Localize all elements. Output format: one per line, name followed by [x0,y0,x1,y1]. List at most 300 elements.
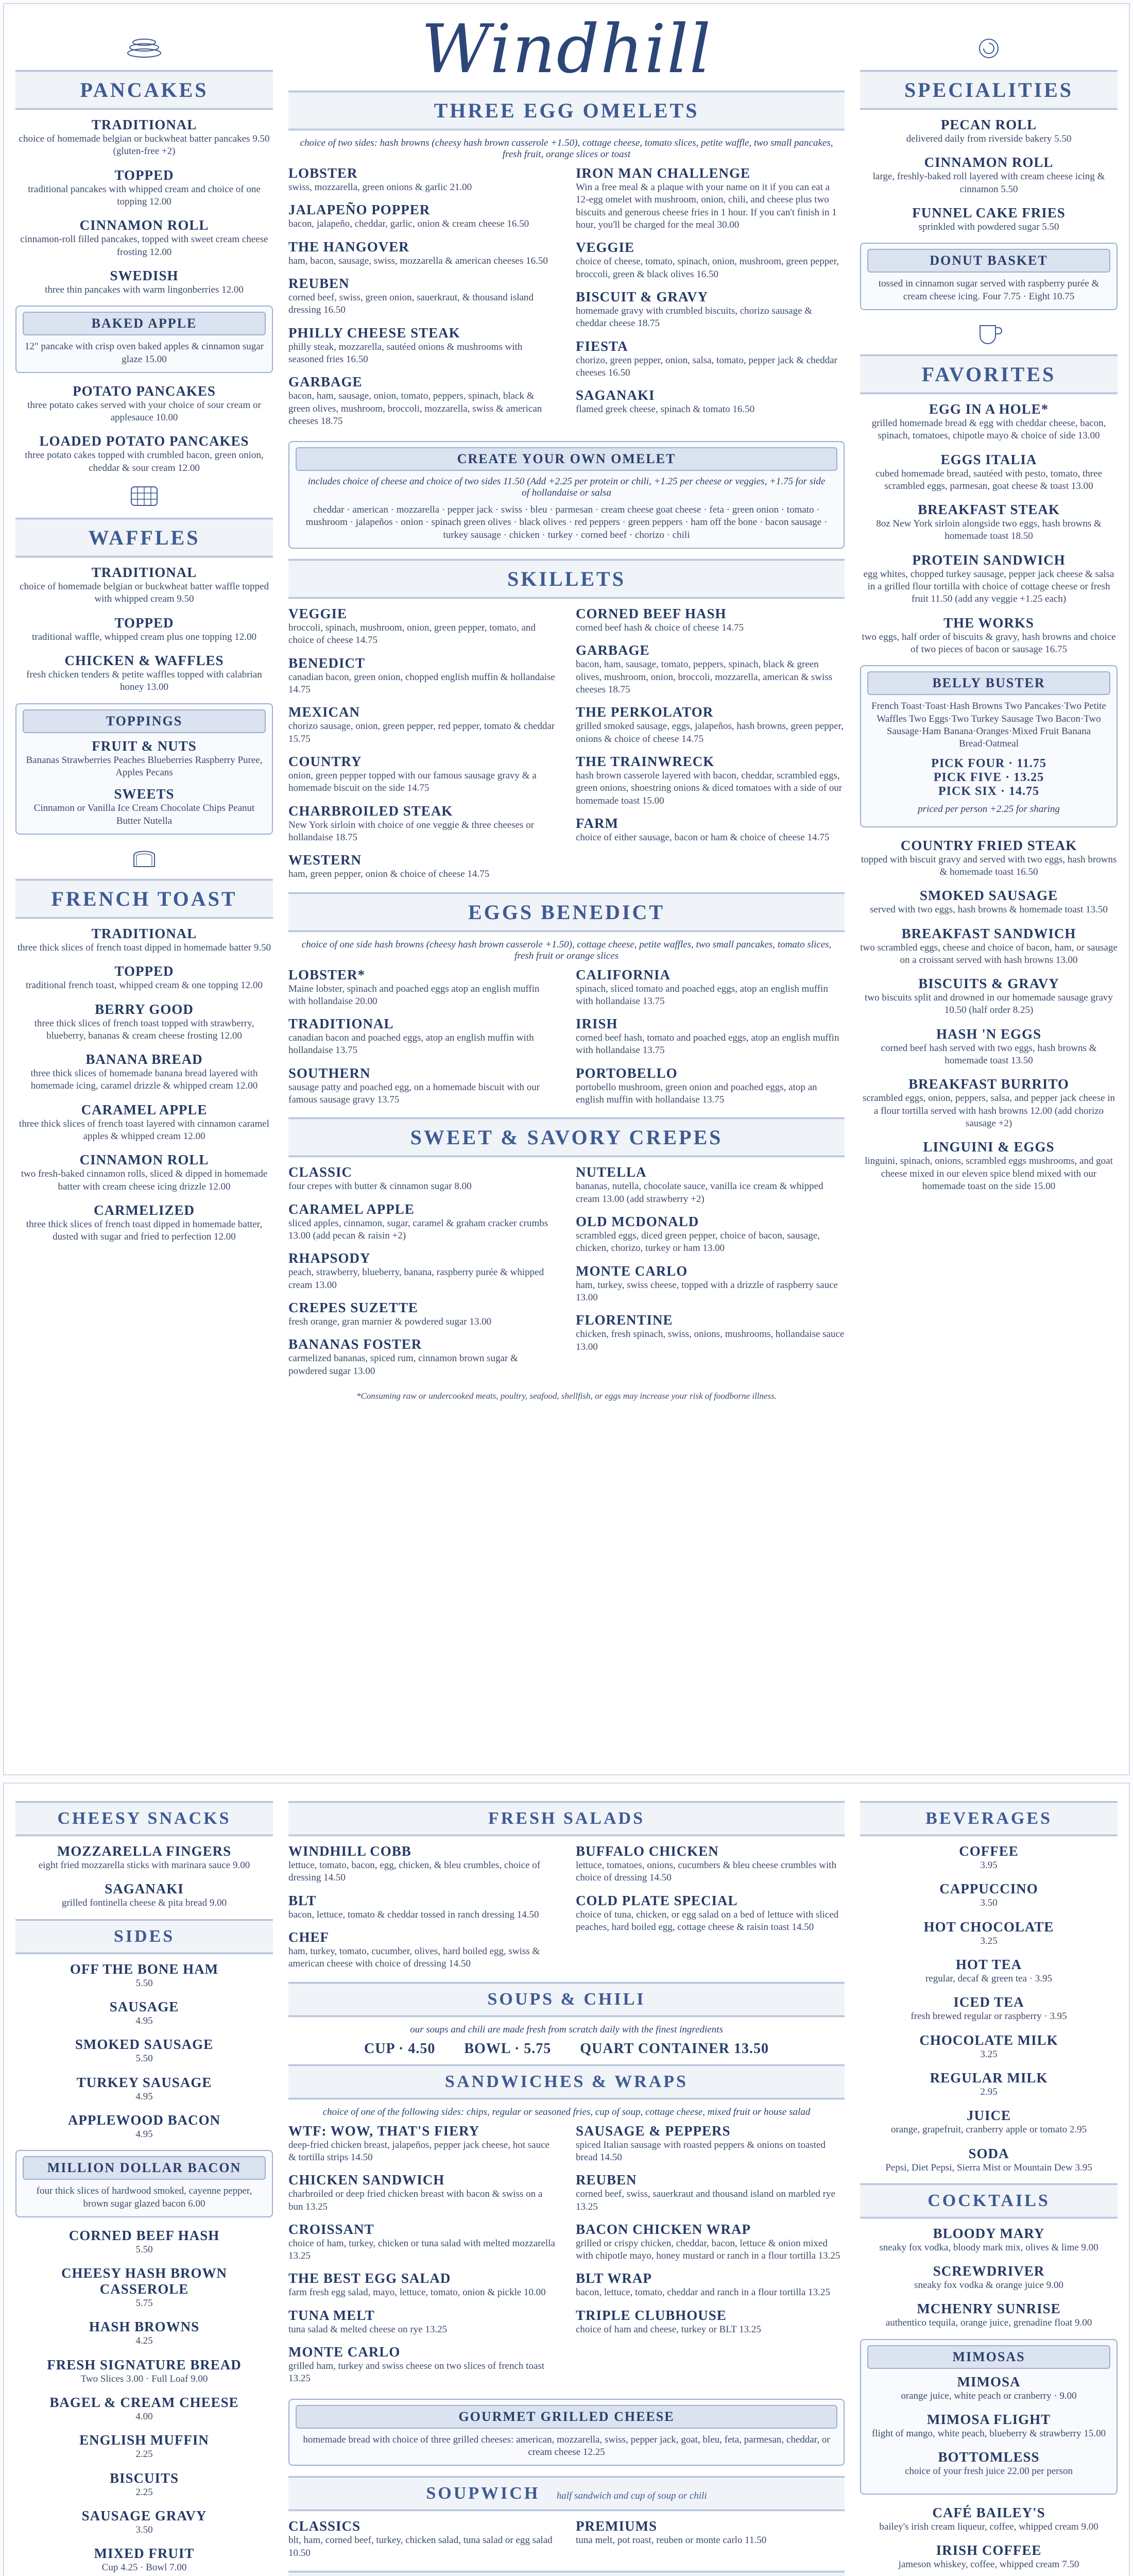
item-name: ICED TEA [953,1994,1024,2010]
raw-food-warning-top: *Consuming raw or undercooked meats, poultry, seafood, shellfish, or eggs may increase your risk of foodborne illness. [356,1391,777,1401]
item-name: CINNAMON ROLL [79,217,209,233]
menu-item-swedish [15,268,273,296]
belly-buster-options: French Toast·Toast·Hash Browns Two Pancakes·Two Petite Waffles Two Eggs·Two Turkey Sausage Two Bacon·Two Sausage·Ham Banana·Oranges·Mixed Fruit Banana Bread·Oatmeal [871,701,1106,750]
item-name: TOPPED [114,615,174,631]
gourmet-grilled-cheese-box [288,2399,845,2466]
menu-item-traditional [288,1016,557,1057]
donut-basket-title: DONUT BASKET [867,249,1110,273]
item-description: bailey's irish cream liqueur, coffee, whipped cream 9.00 [879,2521,1098,2532]
menu-item-premiums [576,2518,845,2547]
item-description: orange juice, white peach or cranberry · 9.00 [901,2390,1077,2401]
item-name: FUNNEL CAKE FRIES [912,205,1066,221]
pancakes-heading: PANCAKES [15,70,273,110]
item-description: served with two eggs, hash browns & homemade toast 13.50 [870,904,1108,916]
item-description: scrambled eggs, onion, peppers, salsa, and pepper jack cheese in a flour tortilla served with hash browns 12.00 (add chorizo sausage +2) [862,1093,1115,1129]
menu-item-english-muffin [15,2432,273,2461]
item-description: 3.25 [980,1935,998,1946]
benedict-grid [288,967,845,1115]
item-description: Two Slices 3.00 · Full Loaf 9.00 [80,2373,208,2384]
item-name: BLT WRAP [576,2270,652,2286]
item-name: REUBEN [288,275,350,291]
favorites-heading: FAVORITES [860,354,1118,394]
baked-apple-box [15,306,273,373]
item-description: bacon, jalapeño, cheddar, garlic, onion & cream cheese 16.50 [288,218,529,230]
soup-bowl-price: BOWL · 5.75 [464,2040,552,2057]
toast-icon [121,845,167,870]
item-name: NUTELLA [576,1164,647,1180]
menu-item-hot-chocolate [860,1919,1118,1947]
item-description: two biscuits split and drowned in our homemade sausage gravy 10.50 (half order 8.25) [865,992,1113,1016]
menu-item-loaded-potato-pancakes [15,433,273,474]
item-description: carmelized bananas, spiced rum, cinnamon brown sugar & powdered sugar 13.00 [288,1353,518,1377]
item-name: THE HANGOVER [288,239,409,255]
item-description: lettuce, tomato, bacon, egg, chicken, & bleu crumbles, choice of dressing 14.50 [288,1860,541,1884]
million-dollar-bacon-box [15,2150,273,2217]
menu-item-old-mcdonald [576,1214,845,1255]
item-description: 4.25 [135,2335,153,2347]
item-name: COUNTRY FRIED STEAK [900,837,1077,853]
item-name: FARM [576,815,619,831]
menu-item-reuben [288,276,557,317]
belly-buster-box [860,665,1118,827]
right-column-top [860,31,1118,1767]
menu-item-regular-milk [860,2070,1118,2098]
item-description: sprinkled with powdered sugar 5.50 [918,221,1059,232]
item-name: BREAKFAST BURRITO [908,1076,1069,1092]
item-description: orange, grapefruit, cranberry apple or tomato 2.95 [890,2124,1087,2136]
item-description: canadian bacon and poached eggs, atop an english muffin with hollandaise 13.75 [288,1032,534,1056]
mimosas-box [860,2339,1118,2495]
menu-item-breakfast-sandwich [860,926,1118,967]
item-name: LOBSTER [288,165,358,181]
item-name: COUNTRY [288,753,362,769]
item-description: 2.25 [135,2486,153,2498]
item-description: chorizo sausage, onion, green pepper, red pepper, tomato & cheddar 15.75 [288,721,555,744]
item-description: portobello mushroom, green onion and poached eggs, atop an english muffin with hollandaise 13.75 [576,1081,817,1106]
item-name: WINDHILL COBB [288,1843,411,1859]
menu-item-caramel-apple [15,1102,273,1143]
item-description: scrambled eggs, diced green pepper, choice of bacon, sausage, chicken, chorizo, turkey or ham 13.00 [576,1230,820,1254]
item-description: 4.95 [135,2091,153,2102]
item-description: tuna melt, pot roast, reuben or monte carlo 11.50 [576,2535,767,2546]
soupwich-grid [288,2518,845,2568]
soup-quart-price: QUART CONTAINER 13.50 [580,2040,769,2057]
item-description: 5.50 [135,2053,153,2064]
item-description: 3.95 [980,1860,998,1871]
belly-buster-note: priced per person +2.25 for sharing [918,803,1060,815]
item-description: broccoli, spinach, mushroom, onion, green pepper, tomato, and choice of cheese 14.75 [288,622,536,646]
item-description: lettuce, tomatoes, onions, cucumbers & bleu cheese crumbles with choice of dressing 14.50 [576,1860,836,1884]
item-name: SAUSAGE GRAVY [81,2508,207,2523]
waffle-icon [121,484,167,509]
menu-item-chocolate-milk [860,2032,1118,2061]
menu-item-fiesta [576,338,845,380]
beverages-heading: BEVERAGES [860,1801,1118,1836]
item-name: LOBSTER* [288,967,366,982]
menu-item-southern [288,1065,557,1107]
menu-item-funnel-cake-fries [860,205,1118,233]
item-name: BISCUITS & GRAVY [918,976,1059,992]
item-description: sausage patty and poached egg, on a homemade biscuit with our famous sausage gravy 13.75 [288,1081,540,1106]
item-name: CHARBROILED STEAK [288,803,453,819]
menu-item-chef [288,1929,557,1971]
menu-item-eggs-italia [860,452,1118,493]
menu-item-benedict [288,655,557,697]
menu-item-mchenry-sunrise [860,2301,1118,2329]
pancake-stack-icon [121,36,167,61]
menu-item-buffalo-chicken [576,1843,845,1885]
cheesy-snacks-heading: CHEESY SNACKS [15,1801,273,1836]
item-name: BANANAS FOSTER [288,1336,422,1352]
menu-item-saganaki [15,1881,273,1909]
menu-item-the-perkolator [576,704,845,745]
cyo-title: CREATE YOUR OWN OMELET [296,447,837,471]
item-description: traditional pancakes with whipped cream and choice of one topping 12.00 [28,183,261,207]
item-description: ham, green pepper, onion & choice of cheese 14.75 [288,869,490,880]
burgers-heading [288,2571,845,2576]
item-description: grilled fontinella cheese & pita bread 9.00 [61,1897,227,1909]
item-name: CROISSANT [288,2221,374,2237]
donut-basket-desc: tossed in cinnamon sugar served with raspberry purée & cream cheese icing. Four 7.75 · Eight 10.75 [878,278,1100,302]
item-name: BLT [288,1892,317,1908]
item-description: three thick slices of french toast topped with strawberry, blueberry, bananas & cream cheese frosting 12.00 [34,1018,254,1041]
item-description: bacon, lettuce, tomato, cheddar and ranch in a flour tortilla 13.25 [576,2287,830,2298]
item-description: deep-fried chicken breast, jalapeños, pepper jack cheese, hot sauce & tortilla strips 14.50 [288,2139,550,2163]
item-name: CHICKEN SANDWICH [288,2172,445,2188]
item-name: SAUSAGE [109,1998,179,2014]
item-description: 4.95 [135,2015,153,2026]
menu-item-monte-carlo [288,2344,557,2385]
item-name: BERRY GOOD [95,1001,194,1017]
item-description: Pepsi, Diet Pepsi, Sierra Mist or Mountain Dew 3.95 [885,2162,1092,2173]
french-toast-heading: FRENCH TOAST [15,879,273,919]
menu-item-windhill-cobb [288,1843,557,1885]
item-name: THE TRAINWRECK [576,753,715,769]
item-description: two scrambled eggs, cheese and choice of bacon, ham, or sausage on a croissant served with hash browns 13.00 [860,942,1118,965]
item-name: CHEESY HASH BROWN CASSEROLE [61,2265,228,2297]
menu-item-biscuit-gravy [576,289,845,330]
item-name: TRADITIONAL [91,565,197,581]
menu-item-bananas-foster [288,1336,557,1378]
item-name: BISCUIT & GRAVY [576,289,709,304]
item-name: BENEDICT [288,655,366,671]
fruit-nuts-list: Bananas Strawberries Peaches Blueberries Raspberry Puree, Apples Pecans [26,754,263,778]
item-description: grilled or crispy chicken, cheddar, bacon, lettuce & onion mixed with chipotle mayo, honey mustard or ranch in a flour tortilla 13.25 [576,2238,840,2262]
item-name: SAUSAGE & PEPPERS [576,2123,731,2139]
item-description: three potato cakes served with your choice of sour cream or applesauce 10.00 [27,399,261,423]
menu-item-carmelized [15,1202,273,1244]
item-description: philly steak, mozzarella, sautéed onions & mushrooms with seasoned fries 16.50 [288,341,523,365]
item-description: traditional french toast, whipped cream & one topping 12.00 [25,980,263,991]
menu-item-pecan-roll [860,117,1118,145]
item-name: BREAKFAST SANDWICH [901,925,1076,941]
sweets-title: SWEETS [114,786,175,802]
item-name: SAGANAKI [105,1881,184,1897]
item-name: TRADITIONAL [91,925,197,941]
item-description: homemade gravy with crumbled biscuits, chorizo sausage & cheddar cheese 18.75 [576,305,813,329]
skillets-heading: SKILLETS [288,559,845,599]
menu-item-the-trainwreck [576,754,845,807]
item-description: cinnamon-roll filled pancakes, topped with sweet cream cheese frosting 12.00 [20,234,268,258]
menu-item-sausage-gravy [15,2508,273,2536]
item-description: large, freshly-baked roll layered with cream cheese icing & cinnamon 5.50 [872,171,1105,195]
left-column-top [15,31,273,1767]
item-name: MIMOSA FLIGHT [926,2412,1051,2428]
menu-item-iron-man-challenge [576,165,845,231]
item-description: three thick slices of french toast layered with cinnamon caramel apples & whipped cream 12.00 [19,1118,269,1142]
sandwiches-grid [288,2123,845,2394]
item-name: COFFEE [959,1843,1019,1859]
menu-item-soda [860,2146,1118,2174]
item-name: IRON MAN CHALLENGE [576,165,751,181]
menu-item-veggie [576,240,845,281]
crepes-heading: SWEET & SAVORY CREPES [288,1117,845,1157]
item-description: 5.75 [135,2298,153,2309]
item-name: MOZZARELLA FINGERS [57,1843,232,1859]
gourmet-grilled-cheese-title: GOURMET GRILLED CHEESE [296,2405,837,2429]
item-description: canadian bacon, green onion, chopped english muffin & hollandaise 14.75 [288,671,555,695]
item-name: FRESH SIGNATURE BREAD [47,2357,242,2372]
item-description: flight of mango, white peach, blueberry & strawberry 15.00 [871,2428,1106,2439]
menu-item-philly-cheese-steak [288,325,557,366]
item-description: corned beef, swiss, sauerkraut and thousand island on marbled rye 13.25 [576,2189,835,2212]
menu-item-mexican [288,704,557,745]
donut-basket-box [860,243,1118,310]
item-description: 5.50 [135,1977,153,1989]
center-column-top [288,10,845,1767]
menu-item-blt-wrap [576,2270,845,2299]
item-name: HASH 'N EGGS [936,1026,1042,1042]
item-description: 3.50 [135,2524,153,2535]
item-name: CINNAMON ROLL [924,155,1054,171]
menu-item-berry-good [15,1002,273,1043]
omelets-heading: THREE EGG OMELETS [288,91,845,130]
menu-item-veggie [288,606,557,647]
item-name: HASH BROWNS [89,2319,200,2335]
item-name: CLASSIC [288,1164,353,1180]
roll-icon [966,36,1012,61]
soupwich-title: SOUPWICH [426,2484,540,2503]
item-name: PECAN ROLL [940,117,1037,132]
item-name: CORNED BEEF HASH [576,606,727,622]
item-description: onion, green pepper topped with our famous sausage gravy & a homemade biscuit on the side 14.75 [288,770,537,794]
item-name: THE BEST EGG SALAD [288,2270,451,2286]
menu-item-irish-coffee [860,2543,1118,2571]
item-description: linguini, spinach, onions, scrambled eggs mushrooms, and goat cheese mixed in our eleven spice blend mixed with our homemade toast on the side 15.00 [865,1156,1113,1192]
cup-icon [966,320,1012,345]
item-name: BACON CHICKEN WRAP [576,2221,751,2237]
item-description: grilled smoked sausage, eggs, jalapeños, hash browns, green pepper, onions & choice of cheese 14.75 [576,721,844,744]
item-description: eight fried mozzarella sticks with marinara sauce 9.00 [38,1860,250,1871]
item-description: two fresh-baked cinnamon rolls, sliced & dipped in homemade batter with cream cheese icing drizzle 12.00 [21,1168,268,1192]
item-description: choice of your fresh juice 22.00 per person [904,2466,1073,2477]
item-name: VEGGIE [288,606,348,622]
item-description: corned beef, swiss, green onion, sauerkraut, & thousand island dressing 16.50 [288,292,534,316]
specialities-heading: SPECIALITIES [860,70,1118,110]
item-name: MIMOSA [957,2374,1021,2389]
item-name: SAGANAKI [576,387,655,403]
windhill-logo: Windhill [421,10,712,88]
menu-item-mozzarella-fingers [15,1843,273,1872]
item-name: HOT TEA [955,1956,1022,1972]
item-description: chicken, fresh spinach, swiss, onions, mushrooms, hollandaise sauce 13.00 [576,1329,845,1352]
soupwich-tagline: half sandwich and cup of soup or chili [556,2490,707,2502]
menu-item-cappuccino [860,1881,1118,1909]
menu-item-lobster [288,165,557,194]
item-description: egg whites, chopped turkey sausage, pepper jack cheese & salsa in a grilled flour tortilla with choice of cottage cheese or fresh fruit 11.50 (add any veggie +1.25 each) [863,568,1114,605]
item-name: WESTERN [288,852,362,868]
menu-item-traditional [15,117,273,158]
item-description: fresh orange, gran marnier & powdered sugar 13.00 [288,1316,492,1327]
item-name: CAFÉ BAILEY'S [932,2504,1045,2520]
menu-item-country-fried-steak [860,838,1118,879]
menu-item-biscuits [15,2470,273,2499]
item-name: CLASSICS [288,2518,361,2534]
menu-item-irish [576,1016,845,1057]
salads-grid [288,1843,845,1979]
item-description: hash brown casserole layered with bacon, cheddar, scrambled eggs, green onions, shoestring onions & diced tomatoes with a side of our homemade toast 15.00 [576,770,843,806]
item-description: fresh brewed regular or raspberry · 3.95 [911,2011,1067,2022]
pick-four-price: PICK FOUR · 11.75 [931,756,1046,770]
menu-item-topped [15,615,273,643]
item-name: MONTE CARLO [576,1263,688,1279]
menu-item-banana-bread [15,1052,273,1093]
menu-item-iced-tea [860,1994,1118,2023]
item-name: BAGEL & CREAM CHEESE [49,2395,239,2411]
item-description: New York sirloin with choice of one veggie & three cheeses or hollandaise 18.75 [288,819,534,843]
menu-item-chicken-waffles [15,653,273,694]
item-name: BANANA BREAD [85,1052,203,1067]
item-description: topped with biscuit gravy and served with two eggs, hash browns & homemade toast 16.50 [861,854,1117,877]
item-name: CARAMEL APPLE [81,1101,208,1117]
menu-item-cinnamon-roll [15,1152,273,1193]
soups-heading: SOUPS & CHILI [288,1982,845,2017]
item-description: delivered daily from riverside bakery 5.50 [906,133,1072,144]
menu-item-coffee [860,1843,1118,1872]
item-description: authentico tequila, orange juice, grenadine float 9.00 [885,2317,1092,2329]
item-description: chorizo, green pepper, onion, salsa, tomato, pepper jack & cheddar cheeses 16.50 [576,354,837,378]
item-description: corned beef hash, tomato and poached eggs, atop an english muffin with hollandaise 13.75 [576,1032,839,1056]
item-description: choice of homemade belgian or buckwheat batter waffle topped with whipped cream 9.50 [20,581,269,605]
item-name: IRISH [576,1016,618,1032]
menu-item-turkey-sausage [15,2075,273,2103]
item-name: IRISH COFFEE [936,2543,1042,2558]
item-name: TUNA MELT [288,2307,375,2323]
item-description: jameson whiskey, coffee, whipped cream 7.50 [898,2559,1079,2570]
menu-item-nutella [576,1164,845,1206]
item-description: tuna salad & melted cheese on rye 13.25 [288,2324,448,2335]
item-name: GARBAGE [288,374,363,390]
menu-item-bottomless [868,2449,1109,2478]
benedict-heading: EGGS BENEDICT [288,892,845,932]
menu-item-hot-tea [860,1957,1118,1985]
menu-item-crepes-suzette [288,1300,557,1328]
item-description: fresh chicken tenders & petite waffles topped with calabrian honey 13.00 [26,669,262,693]
item-description: ham, turkey, tomato, cucumber, olives, hard boiled egg, swiss & american cheese with choice of dressing 14.50 [288,1945,540,1970]
menu-item-garbage [288,374,557,428]
menu-item-egg-in-a-hole [860,401,1118,443]
item-description: choice of homemade belgian or buckwheat batter pancakes 9.50 (gluten-free +2) [19,133,270,157]
item-description: grilled homemade bread & egg with cheddar cheese, bacon, spinach, tomatoes, chipotle mayo & choice of side 13.00 [871,417,1106,442]
item-description: grilled ham, turkey and swiss cheese on two slices of french toast 13.25 [288,2361,545,2384]
menu-item-classics [288,2518,557,2560]
menu-item-juice [860,2108,1118,2136]
million-dollar-bacon-title: MILLION DOLLAR BACON [23,2156,266,2180]
left-column-bottom [15,1798,273,2576]
menu-item-breakfast-burrito [860,1076,1118,1130]
item-description: two eggs, half order of biscuits & gravy, hash browns and choice of two pieces of bacon or sausage 16.75 [862,631,1116,655]
waffles-heading: WAFFLES [15,518,273,557]
item-description: bacon, ham, sausage, onion, tomato, peppers, spinach, black & green olives, mushroom, broccoli, mozzarella, swiss & american cheeses 18.75 [288,391,542,427]
pick-six-price: PICK SIX · 14.75 [938,784,1040,798]
menu-item-the-works [860,615,1118,656]
menu-item-protein-sandwich [860,552,1118,606]
item-description: flamed greek cheese, spinach & tomato 16.50 [576,404,755,415]
menu-item-cinnamon-roll [15,217,273,259]
menu-item-croissant [288,2222,557,2263]
cocktails-heading: COCKTAILS [860,2183,1118,2218]
menu-item-classic [288,1164,557,1193]
item-description: choice of ham, turkey, chicken or tuna salad with melted mozzarella 13.25 [288,2238,555,2262]
item-name: BREAKFAST STEAK [918,502,1060,518]
item-name: TURKEY SAUSAGE [76,2074,212,2090]
item-name: TOPPED [114,167,174,183]
menu-item-traditional [15,565,273,606]
item-description: ham, turkey, swiss cheese, topped with a drizzle of raspberry sauce 13.00 [576,1279,838,1303]
sandwiches-heading: SANDWICHES & WRAPS [288,2064,845,2099]
item-name: SODA [968,2145,1009,2161]
item-description: four crepes with butter & cinnamon sugar 8.00 [288,1181,472,1192]
soupwich-heading [288,2476,845,2511]
item-description: spiced Italian sausage with roasted peppers & onions on toasted bread 14.50 [576,2139,826,2163]
item-name: BUFFALO CHICKEN [576,1843,719,1859]
gourmet-grilled-cheese-desc: homemade bread with choice of three grilled cheeses: american, mozzarella, swiss, pepper jack, goat, bleu, feta, parmesan, cheddar, or cream cheese 12.25 [303,2434,830,2458]
menu-item-mimosa-flight [868,2412,1109,2440]
mimosas-title: MIMOSAS [867,2345,1110,2369]
item-name: RHAPSODY [288,1250,371,1266]
menu-item-mixed-fruit [15,2546,273,2574]
item-name: HOT CHOCOLATE [923,1919,1054,1935]
menu-item-florentine [576,1312,845,1353]
item-name: CINNAMON ROLL [79,1152,209,1168]
item-name: BOTTOMLESS [938,2449,1040,2465]
item-description: sneaky fox vodka & orange juice 9.00 [914,2280,1063,2291]
item-description: sliced apples, cinnamon, sugar, caramel & graham cracker crumbs 13.00 (add pecan & raisin +2) [288,1217,548,1241]
item-name: TRADITIONAL [91,117,197,132]
item-description: spinach, sliced tomato and poached eggs, atop an english muffin with hollandaise 13.75 [576,983,828,1007]
item-name: SCREWDRIVER [933,2263,1045,2279]
item-description: 2.95 [980,2086,998,2097]
item-name: COLD PLATE SPECIAL [576,1892,738,1908]
menu-item-portobello [576,1065,845,1107]
menu-item-caf-bailey-s [860,2505,1118,2533]
item-description: choice of tuna, chicken, or egg salad on a bed of lettuce with sliced peaches, hard boiled egg, cottage cheese & raisin toast 14.50 [576,1909,839,1933]
item-name: CALIFORNIA [576,967,671,982]
item-description: choice of either sausage, bacon or ham & choice of cheese 14.75 [576,832,830,843]
menu-item-the-hangover [288,239,557,267]
item-name: CORNED BEEF HASH [68,2227,220,2243]
item-name: MEXICAN [288,704,360,720]
item-description: 8oz New York sirloin alongside two eggs, hash browns & homemade toast 18.50 [876,518,1102,542]
menu-item-saganaki [576,387,845,416]
item-name: BISCUITS [109,2470,179,2486]
item-description: traditional waffle, whipped cream plus one topping 12.00 [31,631,257,642]
menu-item-farm [576,816,845,844]
menu-item-biscuits-gravy [860,976,1118,1017]
item-name: JALAPEÑO POPPER [288,202,431,218]
item-description: bacon, lettuce, tomato & cheddar tossed in ranch dressing 14.50 [288,1909,539,1920]
item-name: GARBAGE [576,642,650,658]
